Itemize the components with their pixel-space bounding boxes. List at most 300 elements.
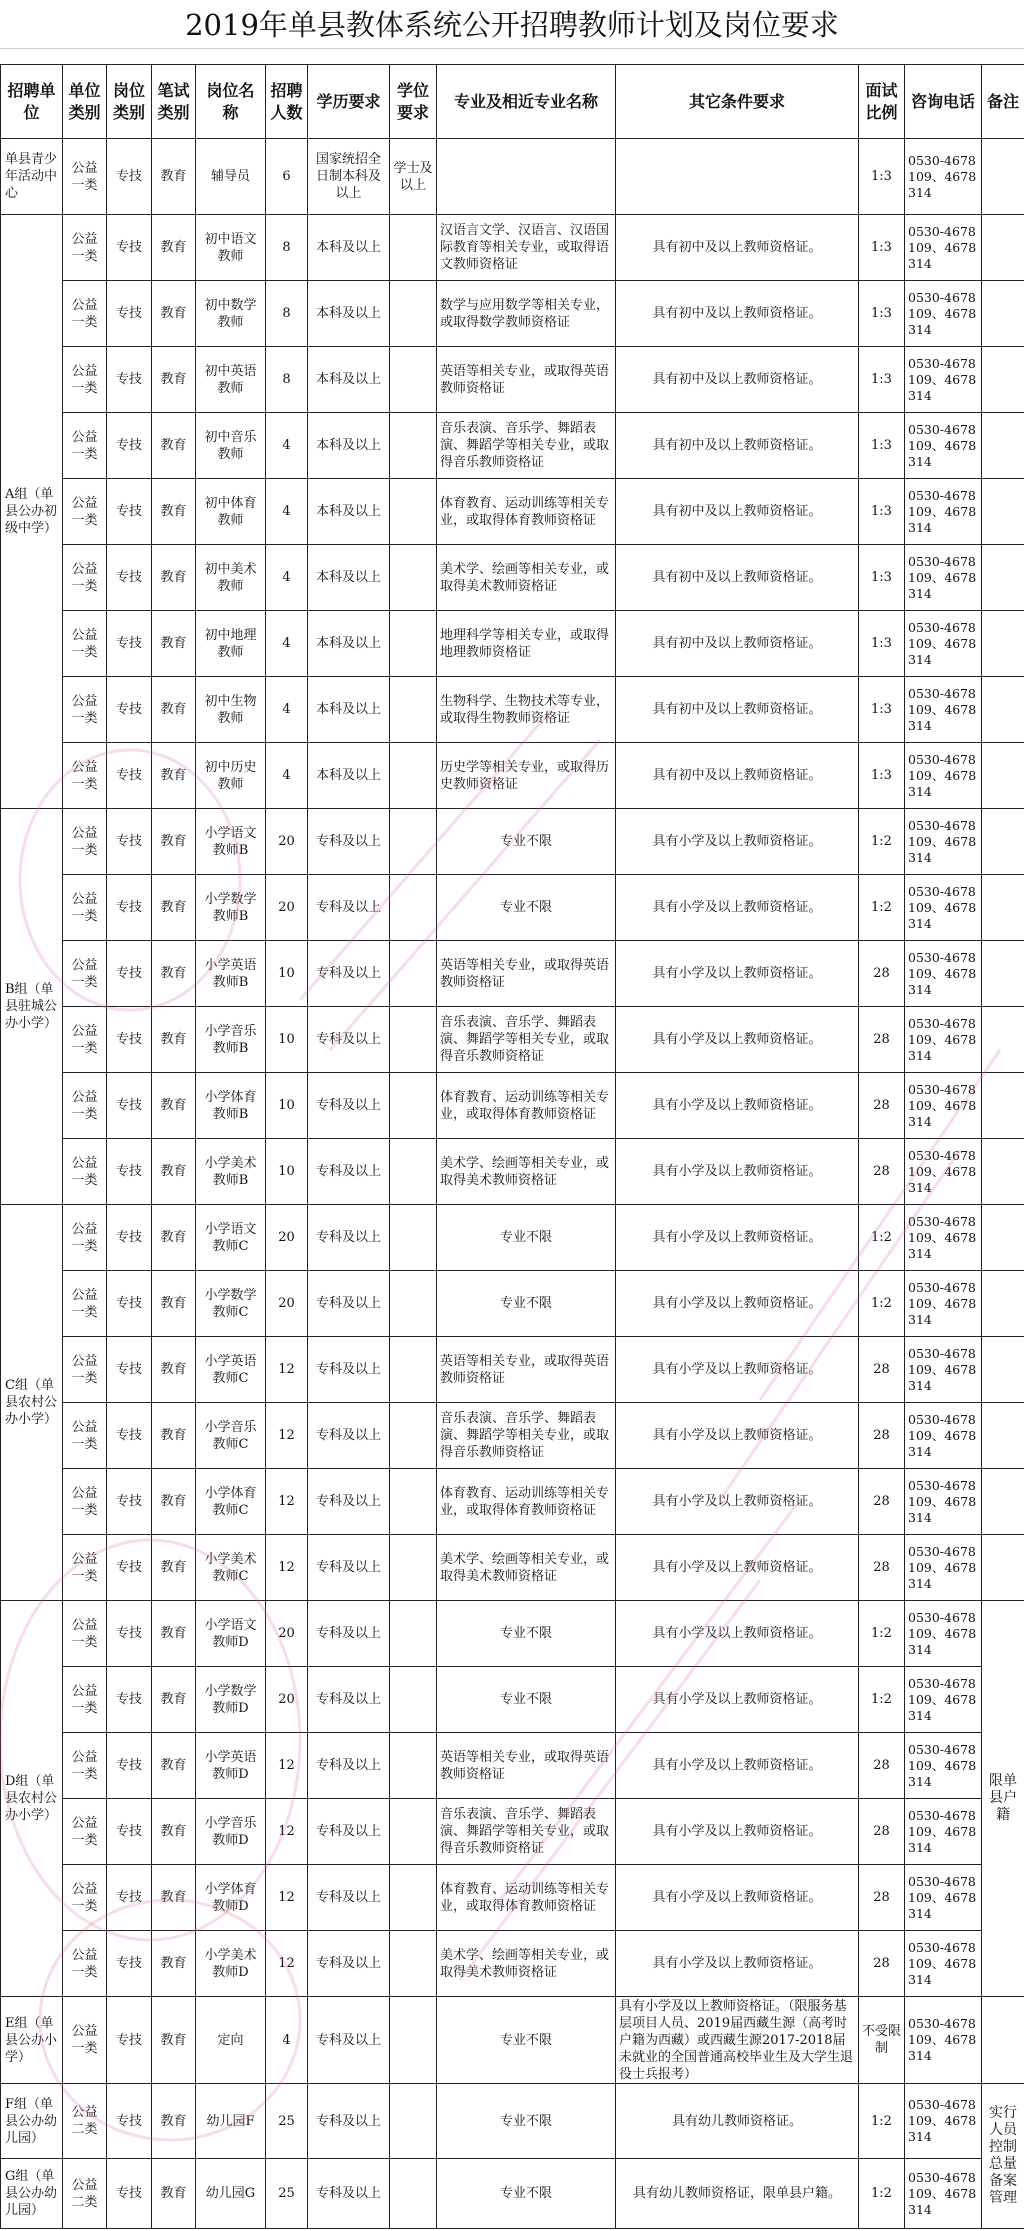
- cell-post-name: 小学英语教师B: [196, 941, 266, 1007]
- cell-interview-ratio: 1:3: [859, 677, 905, 743]
- cell-education: 专科及以上: [308, 1271, 390, 1337]
- cell-major: 体育教育、运动训练等相关专业，或取得体育教师资格证: [437, 1469, 616, 1535]
- cell-major: 专业不限: [437, 1667, 616, 1733]
- table-row: [1, 139, 1024, 215]
- cell-unit-type: 公益一类: [63, 545, 107, 611]
- cell-exam-type: 教育: [152, 1865, 196, 1931]
- cell-major: 专业不限: [437, 1271, 616, 1337]
- cell-other-requirements: 具有小学及以上教师资格证。: [616, 1865, 859, 1931]
- cell-major: 美术学、绘画等相关专业，或取得美术教师资格证: [437, 545, 616, 611]
- cell-post-name: 小学数学教师B: [196, 875, 266, 941]
- cell-major: 音乐表演、音乐学、舞蹈表演、舞蹈学等相关专业，或取得音乐教师资格证: [437, 413, 616, 479]
- cell-post-type: 专技: [107, 1865, 152, 1931]
- cell-count: 20: [266, 1205, 308, 1271]
- cell-count: 10: [266, 941, 308, 1007]
- cell-other-requirements: 具有小学及以上教师资格证。（限服务基层项目人员、2019届西藏生源（高考时户籍为西藏）或西藏生源2017-2018届未就业的全国普通高校毕业生及大学生退役士兵报考）: [616, 1997, 859, 2084]
- cell-remark: [982, 479, 1024, 545]
- cell-interview-ratio: 1:2: [859, 1601, 905, 1667]
- cell-count: 12: [266, 1535, 308, 1601]
- cell-education: 本科及以上: [308, 743, 390, 809]
- cell-post-type: 专技: [107, 1535, 152, 1601]
- cell-other-requirements: 具有小学及以上教师资格证。: [616, 1139, 859, 1205]
- cell-interview-ratio: 1:3: [859, 479, 905, 545]
- cell-major: 音乐表演、音乐学、舞蹈表演、舞蹈学等相关专业，或取得音乐教师资格证: [437, 1007, 616, 1073]
- cell-remark: [982, 1271, 1024, 1337]
- cell-unit: D组（单县农村公办小学）: [1, 1601, 63, 1997]
- cell-exam-type: 教育: [152, 611, 196, 677]
- cell-degree: [390, 743, 437, 809]
- cell-count: 20: [266, 809, 308, 875]
- cell-interview-ratio: 1:3: [859, 215, 905, 281]
- cell-phone: 0530-4678109、4678314: [905, 809, 982, 875]
- cell-exam-type: 教育: [152, 677, 196, 743]
- table-row: [1, 281, 1024, 347]
- cell-unit-type: 公益一类: [63, 1535, 107, 1601]
- cell-phone: 0530-4678109、4678314: [905, 1931, 982, 1997]
- recruitment-table: [0, 64, 1024, 2229]
- cell-major: 体育教育、运动训练等相关专业，或取得体育教师资格证: [437, 479, 616, 545]
- cell-education: 专科及以上: [308, 1205, 390, 1271]
- header-major: 专业及相近专业名称: [437, 65, 616, 139]
- table-row: [1, 1799, 1024, 1865]
- cell-remark: [982, 1205, 1024, 1271]
- cell-post-name: 小学音乐教师C: [196, 1403, 266, 1469]
- cell-remark: 限单县户籍: [982, 1601, 1024, 1997]
- cell-count: 10: [266, 1007, 308, 1073]
- cell-degree: [390, 941, 437, 1007]
- cell-count: 12: [266, 1469, 308, 1535]
- cell-degree: [390, 1337, 437, 1403]
- cell-exam-type: 教育: [152, 1469, 196, 1535]
- cell-unit: C组（单县农村公办小学）: [1, 1205, 63, 1601]
- cell-phone: 0530-4678109、4678314: [905, 281, 982, 347]
- cell-post-type: 专技: [107, 1139, 152, 1205]
- cell-phone: 0530-4678109、4678314: [905, 875, 982, 941]
- cell-unit-type: 公益一类: [63, 1799, 107, 1865]
- cell-count: 20: [266, 875, 308, 941]
- cell-phone: 0530-4678109、4678314: [905, 743, 982, 809]
- cell-post-type: 专技: [107, 2084, 152, 2159]
- cell-education: 本科及以上: [308, 281, 390, 347]
- table-row: [1, 1865, 1024, 1931]
- cell-post-type: 专技: [107, 1997, 152, 2084]
- cell-post-type: 专技: [107, 215, 152, 281]
- table-row: [1, 545, 1024, 611]
- cell-interview-ratio: 1:2: [859, 875, 905, 941]
- cell-count: 4: [266, 743, 308, 809]
- cell-major: 专业不限: [437, 2159, 616, 2229]
- cell-post-type: 专技: [107, 545, 152, 611]
- cell-education: 专科及以上: [308, 1469, 390, 1535]
- cell-major: 数学与应用数学等相关专业，或取得数学教师资格证: [437, 281, 616, 347]
- cell-count: 25: [266, 2084, 308, 2159]
- cell-phone: 0530-4678109、4678314: [905, 347, 982, 413]
- cell-degree: [390, 281, 437, 347]
- cell-interview-ratio: 28: [859, 941, 905, 1007]
- cell-exam-type: 教育: [152, 1601, 196, 1667]
- cell-degree: [390, 2084, 437, 2159]
- cell-education: 专科及以上: [308, 1931, 390, 1997]
- cell-education: 国家统招全日制本科及以上: [308, 139, 390, 215]
- cell-remark: [982, 1403, 1024, 1469]
- cell-count: 4: [266, 611, 308, 677]
- cell-other-requirements: 具有小学及以上教师资格证。: [616, 1601, 859, 1667]
- cell-unit-type: 公益一类: [63, 1865, 107, 1931]
- header-post-name: 岗位名称: [196, 65, 266, 139]
- cell-phone: 0530-4678109、4678314: [905, 1337, 982, 1403]
- cell-education: 专科及以上: [308, 1667, 390, 1733]
- cell-post-name: 小学体育教师B: [196, 1073, 266, 1139]
- cell-count: 12: [266, 1799, 308, 1865]
- cell-post-name: 小学语文教师B: [196, 809, 266, 875]
- cell-degree: [390, 347, 437, 413]
- cell-exam-type: 教育: [152, 1007, 196, 1073]
- cell-exam-type: 教育: [152, 2084, 196, 2159]
- cell-unit-type: 公益一类: [63, 1205, 107, 1271]
- cell-post-name: 初中音乐教师: [196, 413, 266, 479]
- table-row: [1, 347, 1024, 413]
- cell-remark: [982, 1997, 1024, 2084]
- table-row: [1, 809, 1024, 875]
- cell-exam-type: 教育: [152, 545, 196, 611]
- table-row: [1, 1337, 1024, 1403]
- cell-other-requirements: 具有初中及以上教师资格证。: [616, 347, 859, 413]
- cell-post-name: 辅导员: [196, 139, 266, 215]
- cell-exam-type: 教育: [152, 875, 196, 941]
- cell-degree: [390, 1007, 437, 1073]
- cell-unit-type: 公益一类: [63, 479, 107, 545]
- cell-exam-type: 教育: [152, 1337, 196, 1403]
- cell-degree: [390, 1535, 437, 1601]
- cell-interview-ratio: 1:2: [859, 1271, 905, 1337]
- cell-unit-type: 公益一类: [63, 139, 107, 215]
- cell-exam-type: 教育: [152, 1139, 196, 1205]
- cell-count: 12: [266, 1733, 308, 1799]
- cell-other-requirements: 具有小学及以上教师资格证。: [616, 941, 859, 1007]
- cell-education: 专科及以上: [308, 1601, 390, 1667]
- header-count: 招聘人数: [266, 65, 308, 139]
- cell-phone: 0530-4678109、4678314: [905, 413, 982, 479]
- cell-exam-type: 教育: [152, 1799, 196, 1865]
- cell-remark: [982, 1139, 1024, 1205]
- header-unit-type: 单位类别: [63, 65, 107, 139]
- cell-interview-ratio: 1:2: [859, 1667, 905, 1733]
- cell-degree: [390, 1073, 437, 1139]
- cell-phone: 0530-4678109、4678314: [905, 1469, 982, 1535]
- cell-education: 专科及以上: [308, 1997, 390, 2084]
- cell-degree: [390, 1469, 437, 1535]
- cell-degree: [390, 2159, 437, 2229]
- cell-count: 12: [266, 1403, 308, 1469]
- table-row: [1, 611, 1024, 677]
- table-body: [1, 139, 1024, 2229]
- cell-degree: [390, 1271, 437, 1337]
- cell-post-name: 初中数学教师: [196, 281, 266, 347]
- cell-other-requirements: 具有小学及以上教师资格证。: [616, 1007, 859, 1073]
- cell-unit-type: 公益一类: [63, 1931, 107, 1997]
- cell-other-requirements: 具有小学及以上教师资格证。: [616, 1799, 859, 1865]
- cell-remark: [982, 215, 1024, 281]
- cell-other-requirements: 具有小学及以上教师资格证。: [616, 1931, 859, 1997]
- cell-exam-type: 教育: [152, 1073, 196, 1139]
- cell-unit-type: 公益一类: [63, 1073, 107, 1139]
- cell-remark: [982, 875, 1024, 941]
- cell-post-name: 小学英语教师C: [196, 1337, 266, 1403]
- table-row: [1, 1469, 1024, 1535]
- cell-post-type: 专技: [107, 1403, 152, 1469]
- cell-degree: [390, 1931, 437, 1997]
- cell-exam-type: 教育: [152, 1997, 196, 2084]
- cell-phone: 0530-4678109、4678314: [905, 545, 982, 611]
- cell-count: 10: [266, 1073, 308, 1139]
- cell-remark: [982, 1337, 1024, 1403]
- cell-count: 4: [266, 677, 308, 743]
- cell-interview-ratio: 1:3: [859, 545, 905, 611]
- cell-unit-type: 公益一类: [63, 413, 107, 479]
- table-row: [1, 413, 1024, 479]
- cell-other-requirements: 具有初中及以上教师资格证。: [616, 413, 859, 479]
- cell-phone: 0530-4678109、4678314: [905, 2159, 982, 2229]
- cell-phone: 0530-4678109、4678314: [905, 1997, 982, 2084]
- cell-exam-type: 教育: [152, 809, 196, 875]
- cell-remark: [982, 1007, 1024, 1073]
- cell-interview-ratio: 1:2: [859, 1205, 905, 1271]
- cell-education: 本科及以上: [308, 215, 390, 281]
- cell-post-type: 专技: [107, 1733, 152, 1799]
- cell-post-name: 小学体育教师D: [196, 1865, 266, 1931]
- cell-other-requirements: 具有小学及以上教师资格证。: [616, 1403, 859, 1469]
- cell-other-requirements: 具有小学及以上教师资格证。: [616, 875, 859, 941]
- cell-unit-type: 公益一类: [63, 1139, 107, 1205]
- cell-unit: A组（单县公办初级中学）: [1, 215, 63, 809]
- cell-unit-type: 公益一类: [63, 611, 107, 677]
- cell-education: 专科及以上: [308, 1073, 390, 1139]
- table-row: [1, 1271, 1024, 1337]
- cell-other-requirements: 具有小学及以上教师资格证。: [616, 1205, 859, 1271]
- cell-degree: [390, 215, 437, 281]
- cell-remark: [982, 347, 1024, 413]
- cell-major: 专业不限: [437, 1205, 616, 1271]
- cell-degree: [390, 1601, 437, 1667]
- cell-degree: [390, 1139, 437, 1205]
- cell-interview-ratio: 1:3: [859, 347, 905, 413]
- cell-post-name: 初中英语教师: [196, 347, 266, 413]
- cell-other-requirements: 具有小学及以上教师资格证。: [616, 1733, 859, 1799]
- cell-unit-type: 公益一类: [63, 1337, 107, 1403]
- cell-unit-type: 公益二类: [63, 2159, 107, 2229]
- cell-degree: [390, 545, 437, 611]
- cell-remark: [982, 1535, 1024, 1601]
- cell-education: 专科及以上: [308, 2159, 390, 2229]
- cell-unit-type: 公益一类: [63, 1733, 107, 1799]
- cell-degree: [390, 1205, 437, 1271]
- cell-interview-ratio: 不受限制: [859, 1997, 905, 2084]
- cell-interview-ratio: 1:3: [859, 743, 905, 809]
- cell-post-type: 专技: [107, 1667, 152, 1733]
- cell-education: 专科及以上: [308, 1799, 390, 1865]
- cell-phone: 0530-4678109、4678314: [905, 1205, 982, 1271]
- cell-major: 体育教育、运动训练等相关专业，或取得体育教师资格证: [437, 1865, 616, 1931]
- cell-post-type: 专技: [107, 1073, 152, 1139]
- cell-post-type: 专技: [107, 413, 152, 479]
- cell-degree: [390, 1997, 437, 2084]
- cell-remark: [982, 545, 1024, 611]
- cell-unit: F组（单县公办幼儿园）: [1, 2084, 63, 2159]
- cell-post-type: 专技: [107, 743, 152, 809]
- cell-other-requirements: 具有幼儿教师资格证，限单县户籍。: [616, 2159, 859, 2229]
- cell-interview-ratio: 28: [859, 1007, 905, 1073]
- cell-unit-type: 公益一类: [63, 1601, 107, 1667]
- cell-post-name: 小学美术教师D: [196, 1931, 266, 1997]
- cell-degree: [390, 1403, 437, 1469]
- cell-phone: 0530-4678109、4678314: [905, 611, 982, 677]
- cell-other-requirements: 具有小学及以上教师资格证。: [616, 1469, 859, 1535]
- cell-count: 4: [266, 545, 308, 611]
- cell-phone: 0530-4678109、4678314: [905, 1073, 982, 1139]
- cell-count: 12: [266, 1337, 308, 1403]
- cell-other-requirements: 具有小学及以上教师资格证。: [616, 1337, 859, 1403]
- cell-phone: 0530-4678109、4678314: [905, 1601, 982, 1667]
- cell-degree: [390, 677, 437, 743]
- cell-post-type: 专技: [107, 347, 152, 413]
- cell-phone: 0530-4678109、4678314: [905, 1667, 982, 1733]
- cell-post-type: 专技: [107, 1337, 152, 1403]
- cell-count: 20: [266, 1601, 308, 1667]
- cell-remark: [982, 677, 1024, 743]
- cell-major: 音乐表演、音乐学、舞蹈表演、舞蹈学等相关专业，或取得音乐教师资格证: [437, 1799, 616, 1865]
- cell-interview-ratio: 1:2: [859, 809, 905, 875]
- cell-degree: [390, 1799, 437, 1865]
- cell-major: 美术学、绘画等相关专业，或取得美术教师资格证: [437, 1931, 616, 1997]
- cell-remark: [982, 941, 1024, 1007]
- table-row: [1, 479, 1024, 545]
- cell-remark: [982, 1469, 1024, 1535]
- cell-other-requirements: 具有初中及以上教师资格证。: [616, 545, 859, 611]
- cell-post-name: 幼儿园G: [196, 2159, 266, 2229]
- cell-exam-type: 教育: [152, 2159, 196, 2229]
- cell-education: 专科及以上: [308, 1139, 390, 1205]
- cell-major: 音乐表演、音乐学、舞蹈表演、舞蹈学等相关专业，或取得音乐教师资格证: [437, 1403, 616, 1469]
- cell-post-name: 初中生物教师: [196, 677, 266, 743]
- cell-other-requirements: 具有初中及以上教师资格证。: [616, 479, 859, 545]
- table-row: [1, 1667, 1024, 1733]
- cell-major: 专业不限: [437, 2084, 616, 2159]
- cell-education: 专科及以上: [308, 1403, 390, 1469]
- page-title: 2019年单县教体系统公开招聘教师计划及岗位要求: [0, 0, 1024, 49]
- cell-major: 英语等相关专业，或取得英语教师资格证: [437, 347, 616, 413]
- cell-phone: 0530-4678109、4678314: [905, 1007, 982, 1073]
- cell-unit-type: 公益一类: [63, 809, 107, 875]
- cell-exam-type: 教育: [152, 1733, 196, 1799]
- cell-count: 12: [266, 1931, 308, 1997]
- cell-post-name: 小学美术教师B: [196, 1139, 266, 1205]
- cell-education: 专科及以上: [308, 2084, 390, 2159]
- cell-exam-type: 教育: [152, 1667, 196, 1733]
- cell-major: 地理科学等相关专业，或取得地理教师资格证: [437, 611, 616, 677]
- cell-interview-ratio: 1:3: [859, 281, 905, 347]
- header-degree: 学位要求: [390, 65, 437, 139]
- cell-phone: 0530-4678109、4678314: [905, 1799, 982, 1865]
- cell-phone: 0530-4678109、4678314: [905, 139, 982, 215]
- cell-post-type: 专技: [107, 1601, 152, 1667]
- cell-degree: 学士及以上: [390, 139, 437, 215]
- cell-unit: 单县青少年活动中心: [1, 139, 63, 215]
- table-row: [1, 677, 1024, 743]
- cell-post-type: 专技: [107, 1799, 152, 1865]
- cell-post-type: 专技: [107, 281, 152, 347]
- cell-degree: [390, 611, 437, 677]
- cell-post-type: 专技: [107, 2159, 152, 2229]
- table-row: [1, 941, 1024, 1007]
- cell-education: 专科及以上: [308, 875, 390, 941]
- header-other-requirements: 其它条件要求: [616, 65, 859, 139]
- cell-phone: 0530-4678109、4678314: [905, 479, 982, 545]
- header-interview-ratio: 面试比例: [859, 65, 905, 139]
- cell-major: 生物科学、生物技术等专业，或取得生物教师资格证: [437, 677, 616, 743]
- cell-education: 专科及以上: [308, 1337, 390, 1403]
- cell-post-type: 专技: [107, 875, 152, 941]
- cell-other-requirements: 具有初中及以上教师资格证。: [616, 281, 859, 347]
- cell-interview-ratio: 28: [859, 1073, 905, 1139]
- cell-major: 美术学、绘画等相关专业，或取得美术教师资格证: [437, 1535, 616, 1601]
- cell-phone: 0530-4678109、4678314: [905, 1535, 982, 1601]
- cell-unit-type: 公益一类: [63, 1007, 107, 1073]
- header-exam-type: 笔试类别: [152, 65, 196, 139]
- cell-post-type: 专技: [107, 1469, 152, 1535]
- cell-count: 4: [266, 479, 308, 545]
- cell-post-name: 初中历史教师: [196, 743, 266, 809]
- cell-exam-type: 教育: [152, 1931, 196, 1997]
- cell-remark: [982, 743, 1024, 809]
- cell-post-type: 专技: [107, 479, 152, 545]
- cell-exam-type: 教育: [152, 1205, 196, 1271]
- header-remark: 备注: [982, 65, 1024, 139]
- cell-other-requirements: 具有小学及以上教师资格证。: [616, 1535, 859, 1601]
- cell-major: 汉语言文学、汉语言、汉语国际教育等相关专业，或取得语文教师资格证: [437, 215, 616, 281]
- table-row: [1, 875, 1024, 941]
- cell-major: 美术学、绘画等相关专业，或取得美术教师资格证: [437, 1139, 616, 1205]
- cell-unit-type: 公益一类: [63, 677, 107, 743]
- table-row: [1, 1205, 1024, 1271]
- cell-major: 英语等相关专业，或取得英语教师资格证: [437, 1733, 616, 1799]
- cell-interview-ratio: 1:2: [859, 2084, 905, 2159]
- cell-count: 4: [266, 413, 308, 479]
- cell-count: 10: [266, 1139, 308, 1205]
- cell-interview-ratio: 28: [859, 1733, 905, 1799]
- cell-phone: 0530-4678109、4678314: [905, 1733, 982, 1799]
- cell-post-type: 专技: [107, 1007, 152, 1073]
- cell-interview-ratio: 28: [859, 1865, 905, 1931]
- cell-count: 25: [266, 2159, 308, 2229]
- cell-other-requirements: 具有小学及以上教师资格证。: [616, 809, 859, 875]
- cell-exam-type: 教育: [152, 1271, 196, 1337]
- cell-education: 专科及以上: [308, 809, 390, 875]
- cell-post-name: 小学体育教师C: [196, 1469, 266, 1535]
- cell-exam-type: 教育: [152, 215, 196, 281]
- cell-degree: [390, 1667, 437, 1733]
- cell-unit-type: 公益二类: [63, 2084, 107, 2159]
- cell-remark: [982, 281, 1024, 347]
- cell-post-name: 幼儿园F: [196, 2084, 266, 2159]
- cell-remark: 实行人员控制总量备案管理: [982, 2084, 1024, 2229]
- table-row: [1, 1931, 1024, 1997]
- cell-post-name: 定向: [196, 1997, 266, 2084]
- cell-phone: 0530-4678109、4678314: [905, 1139, 982, 1205]
- cell-major: 英语等相关专业，或取得英语教师资格证: [437, 941, 616, 1007]
- cell-unit-type: 公益一类: [63, 281, 107, 347]
- cell-education: 本科及以上: [308, 611, 390, 677]
- cell-degree: [390, 1865, 437, 1931]
